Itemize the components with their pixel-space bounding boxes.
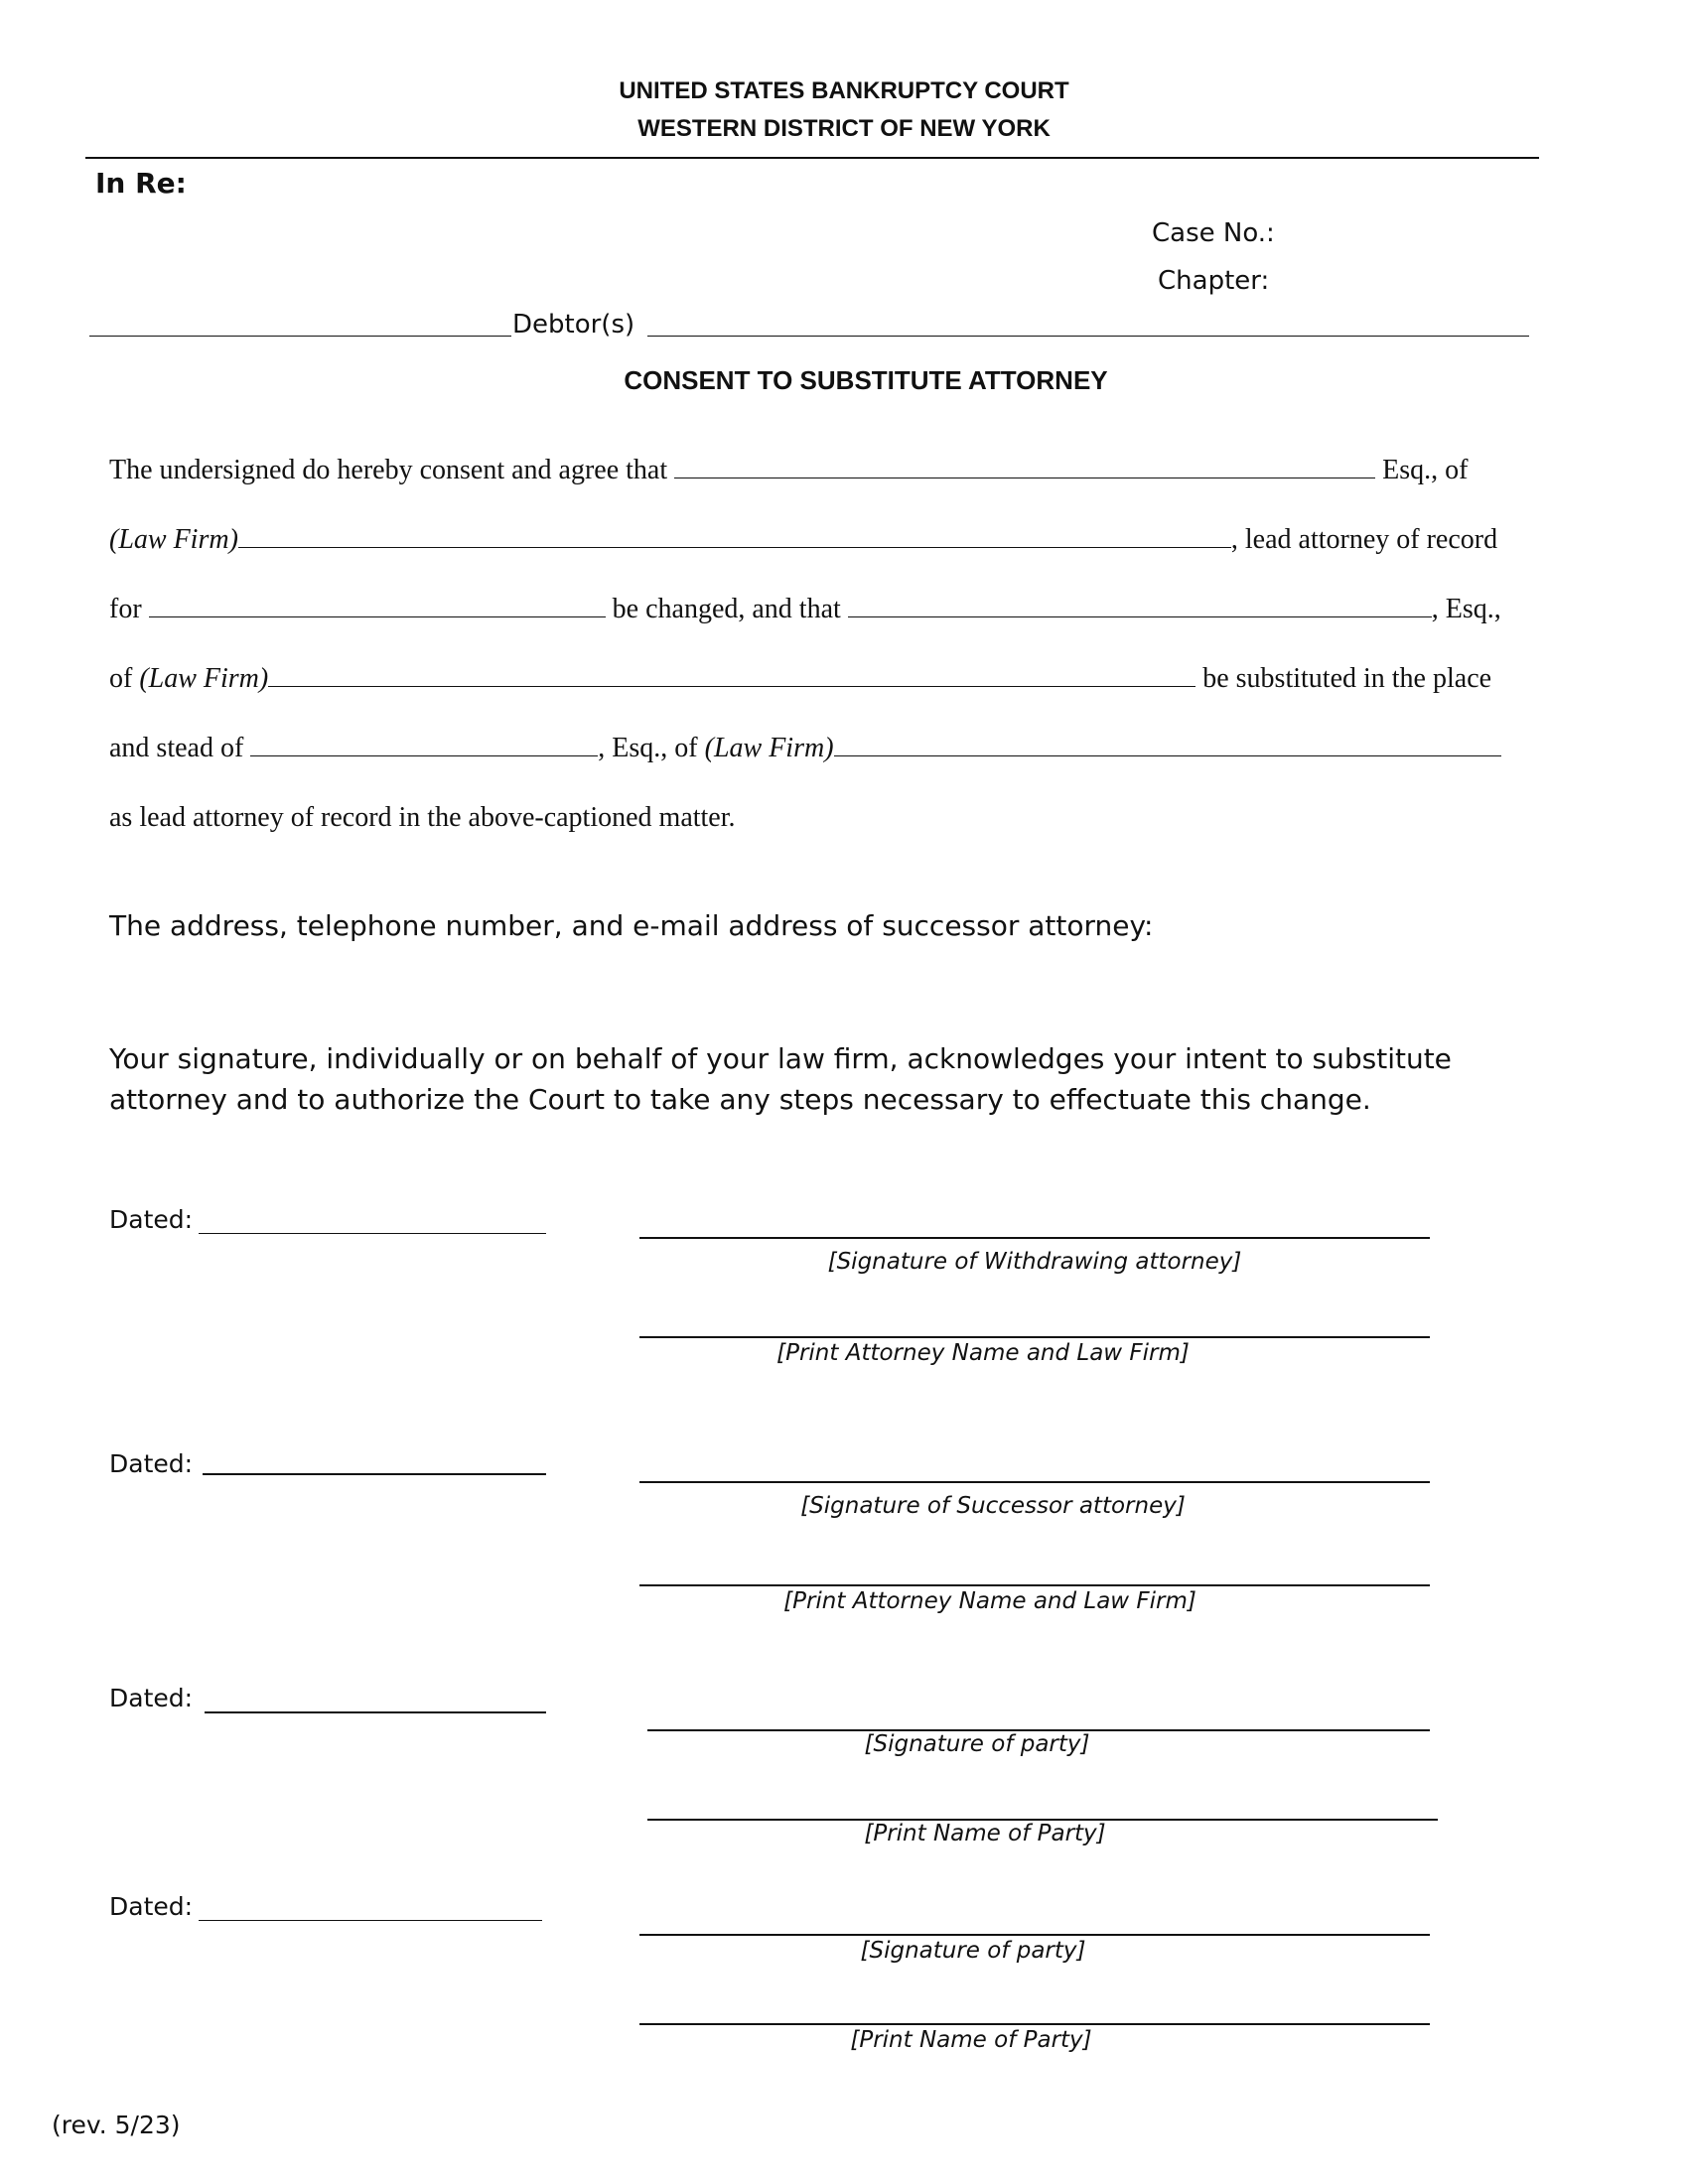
successor-attorney-blank[interactable]	[848, 595, 1432, 617]
header-rule	[85, 157, 1539, 159]
new-attorney-blank[interactable]	[674, 456, 1375, 478]
body-line-3	[109, 594, 1501, 625]
district-name: WESTERN DISTRICT OF NEW YORK	[637, 115, 1051, 142]
in-re-label: In Re:	[95, 167, 187, 200]
esq-of-text: Esq., of	[1382, 455, 1469, 485]
dated-label: Dated:	[109, 1205, 194, 1234]
of-text: of	[109, 663, 133, 694]
for-text: for	[109, 594, 142, 624]
dated-label: Dated:	[109, 1892, 194, 1921]
dated-line[interactable]	[205, 1711, 546, 1713]
law-firm-label: (Law Firm)	[704, 733, 834, 763]
withdrawing-print-label: [Print Attorney Name and Law Firm]	[776, 1340, 1190, 1366]
dated-line[interactable]	[199, 1920, 542, 1921]
debtor-line-right	[647, 336, 1529, 337]
body-line-2	[109, 524, 1497, 556]
print-name-line[interactable]	[639, 1584, 1430, 1586]
chapter-label: Chapter:	[1158, 266, 1270, 296]
print-name-line[interactable]	[639, 1336, 1430, 1338]
party2-signature-label: [Signature of party]	[860, 1938, 1086, 1964]
print-name-line[interactable]	[639, 2023, 1430, 2025]
signature-line[interactable]	[639, 1481, 1430, 1483]
party-blank[interactable]	[149, 595, 606, 617]
body-line-6: as lead attorney of record in the above-captioned matter.	[109, 802, 736, 833]
body-line-5	[109, 733, 1501, 764]
body-line-4	[109, 663, 1491, 695]
successor-signature-label: [Signature of Successor attorney]	[800, 1493, 1186, 1519]
law-firm-blank-3[interactable]	[834, 734, 1501, 756]
signature-line[interactable]	[639, 1934, 1430, 1936]
stead-text: and stead of	[109, 733, 244, 763]
body-line-1	[109, 455, 1468, 486]
successor-print-label: [Print Attorney Name and Law Firm]	[783, 1588, 1196, 1614]
dated-line[interactable]	[199, 1233, 546, 1234]
acknowledgment-text: Your signature, individually or on behalf of your law firm, acknowledges your intent to substitute attorney and to authorize the Court to take any steps necessary to effectuate this change.	[109, 1042, 1452, 1116]
dated-label: Dated:	[109, 1684, 194, 1712]
changed-text: be changed, and that	[612, 594, 841, 624]
law-firm-blank-1[interactable]	[238, 525, 1231, 548]
party1-print-label: [Print Name of Party]	[864, 1821, 1106, 1846]
esq-of-text-2: , Esq., of	[598, 733, 698, 763]
party2-print-label: [Print Name of Party]	[850, 2027, 1092, 2053]
law-firm-blank-2[interactable]	[268, 664, 1196, 687]
lead-attorney-text: , lead attorney of record	[1230, 524, 1498, 555]
dated-line[interactable]	[203, 1473, 546, 1475]
law-firm-label: (Law Firm)	[139, 663, 269, 694]
address-prompt: The address, telephone number, and e-mail address of successor attorney:	[109, 909, 1154, 942]
withdrawing-signature-label: [Signature of Withdrawing attorney]	[827, 1249, 1242, 1275]
case-number-label: Case No.:	[1152, 218, 1275, 248]
debtor-label: Debtor(s)	[512, 310, 635, 340]
document-title: CONSENT TO SUBSTITUTE ATTORNEY	[624, 365, 1108, 395]
signature-line[interactable]	[639, 1237, 1430, 1239]
law-firm-label: (Law Firm)	[109, 524, 238, 555]
substituted-text: be substituted in the place	[1202, 663, 1492, 694]
court-name: UNITED STATES BANKRUPTCY COURT	[619, 77, 1069, 104]
party1-signature-label: [Signature of party]	[864, 1731, 1090, 1757]
esq-text: , Esq.,	[1431, 594, 1501, 624]
dated-label: Dated:	[109, 1449, 194, 1478]
withdrawing-attorney-blank[interactable]	[250, 734, 598, 756]
revision-note: (rev. 5/23)	[52, 2111, 181, 2139]
debtor-line-left	[89, 336, 511, 337]
consent-text: The undersigned do hereby consent and agree that	[109, 455, 668, 485]
